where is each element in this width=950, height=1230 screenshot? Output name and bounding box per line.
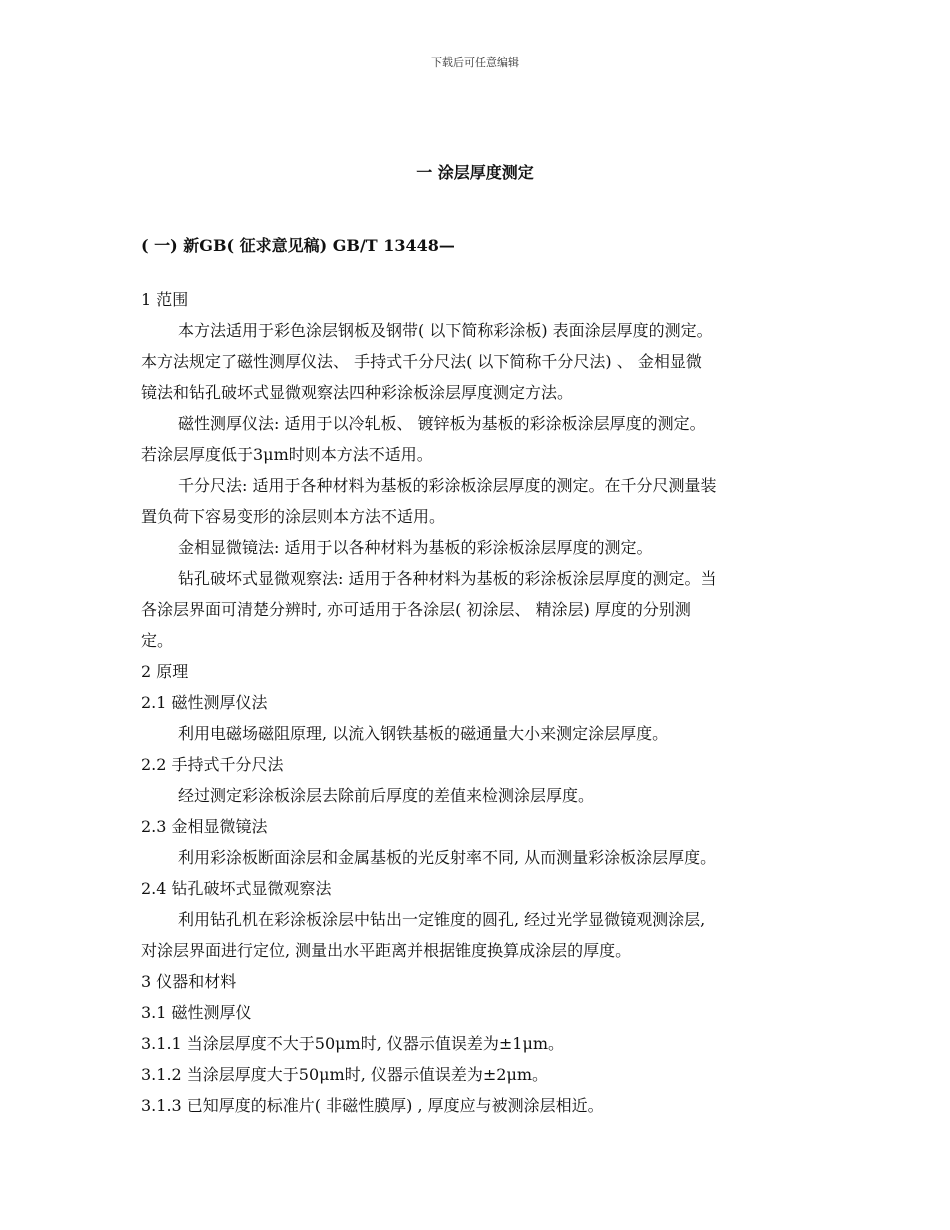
body-line: 钻孔破坏式显微观察法: 适用于各种材料为基板的彩涂板涂层厚度的测定。当 [178,569,717,588]
body-line: 磁性测厚仪法: 适用于以冷轧板、 镀锌板为基板的彩涂板涂层厚度的测定。 [178,414,706,433]
page-header: 下载后可任意编辑 [431,56,519,69]
body-line: 2.2 手持式千分尺法 [141,755,284,774]
body-line: 2 原理 [141,662,189,681]
body-line: 3.1.3 已知厚度的标准片( 非磁性膜厚) , 厚度应与被测涂层相近。 [141,1096,604,1115]
body-line: 2.3 金相显微镜法 [141,817,268,836]
body-line: 3.1.1 当涂层厚度不大于50μm时, 仪器示值误差为±1μm。 [141,1034,565,1053]
document-body [141,284,813,1121]
body-line: 利用电磁场磁阻原理, 以流入钢铁基板的磁通量大小来测定涂层厚度。 [178,724,669,743]
document-title: 一 涂层厚度测定 [416,163,534,182]
body-line: 金相显微镜法: 适用于以各种材料为基板的彩涂板涂层厚度的测定。 [178,538,653,557]
body-line: 3.1 磁性测厚仪 [141,1003,252,1022]
body-line: 3.1.2 当涂层厚度大于50μm时, 仪器示值误差为±2μm。 [141,1065,549,1084]
body-line: 本方法规定了磁性测厚仪法、 手持式千分尺法( 以下简称千分尺法) 、 金相显微 [141,352,702,371]
body-line: 经过测定彩涂板涂层去除前后厚度的差值来检测涂层厚度。 [178,786,595,805]
body-line: 置负荷下容易变形的涂层则本方法不适用。 [141,507,446,526]
body-line: 3 仪器和材料 [141,972,237,991]
body-line: 2.1 磁性测厚仪法 [141,693,268,712]
body-line: 本方法适用于彩色涂层钢板及钢带( 以下简称彩涂板) 表面涂层厚度的测定。 [178,321,713,340]
body-line: 千分尺法: 适用于各种材料为基板的彩涂板涂层厚度的测定。在千分尺测量装 [178,476,717,495]
body-line: 对涂层界面进行定位, 测量出水平距离并根据锥度换算成涂层的厚度。 [141,941,632,960]
body-line: 镜法和钻孔破坏式显微观察法四种彩涂板涂层厚度测定方法。 [141,383,574,402]
body-line: 利用钻孔机在彩涂板涂层中钻出一定锥度的圆孔, 经过光学显微镜观测涂层, [178,910,706,929]
body-line: 定。 [141,631,174,650]
body-line: 若涂层厚度低于3μm时则本方法不适用。 [141,445,433,464]
body-line: 各涂层界面可清楚分辨时, 亦可适用于各涂层( 初涂层、 精涂层) 厚度的分别测 [141,600,691,619]
section-heading: ( 一) 新GB( 征求意见稿) GB/T 13448— [141,236,455,255]
body-line: 利用彩涂板断面涂层和金属基板的光反射率不同, 从而测量彩涂板涂层厚度。 [178,848,717,867]
body-line: 2.4 钻孔破坏式显微观察法 [141,879,332,898]
body-line: 1 范围 [141,290,189,309]
